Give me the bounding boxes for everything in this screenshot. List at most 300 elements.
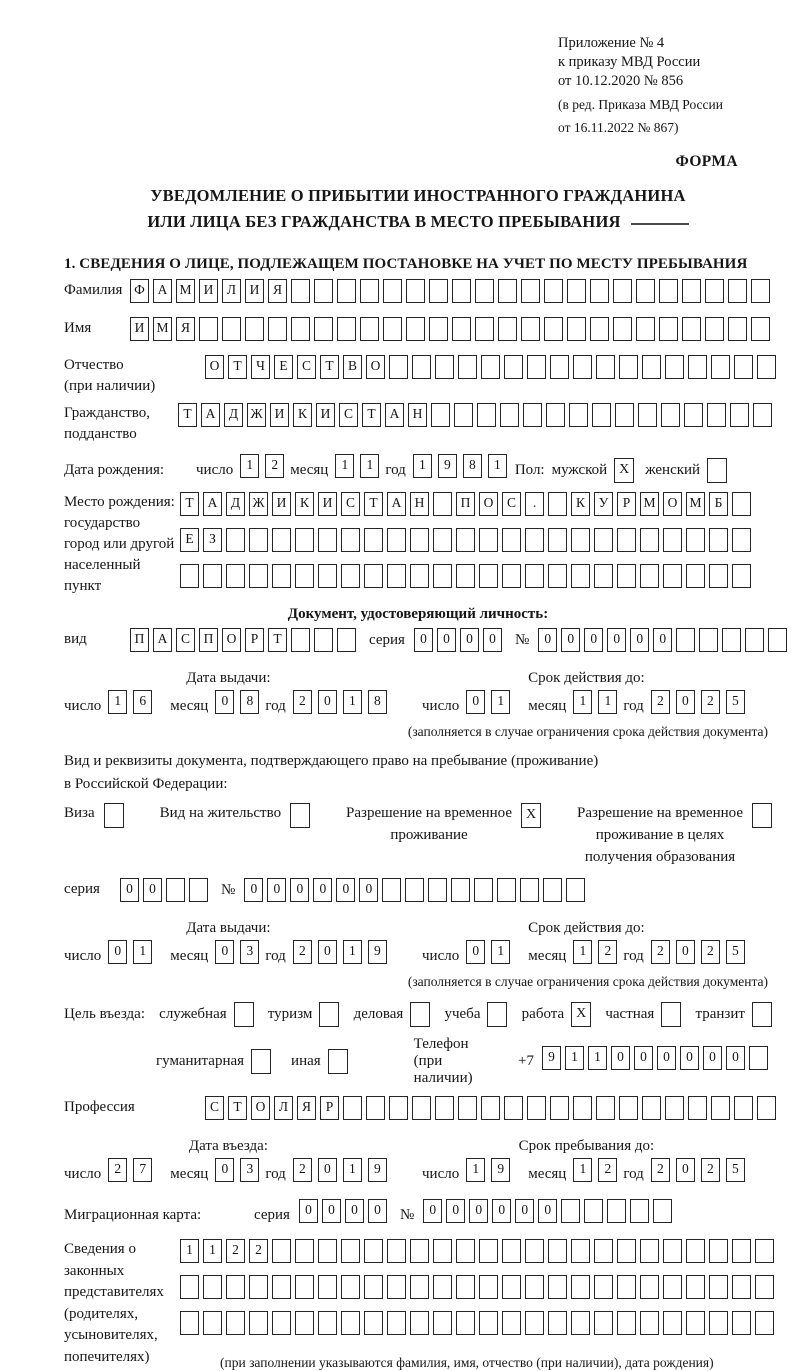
- char-cell[interactable]: [412, 1096, 431, 1120]
- char-cell[interactable]: [364, 528, 383, 552]
- char-cell[interactable]: [435, 355, 454, 379]
- char-cell[interactable]: [663, 564, 682, 588]
- char-cell[interactable]: А: [153, 279, 172, 303]
- char-cell[interactable]: [433, 1239, 452, 1263]
- char-cell[interactable]: [561, 1199, 580, 1223]
- char-cell[interactable]: 0: [120, 878, 139, 902]
- char-cell[interactable]: С: [297, 355, 316, 379]
- char-cell[interactable]: [594, 1275, 613, 1299]
- char-cell[interactable]: [709, 528, 728, 552]
- char-cell[interactable]: [364, 1311, 383, 1335]
- char-cell[interactable]: К: [295, 492, 314, 516]
- char-cell[interactable]: 5: [726, 690, 745, 714]
- char-cell[interactable]: 9: [438, 454, 457, 478]
- char-cell[interactable]: 0: [143, 878, 162, 902]
- char-cell[interactable]: 0: [318, 940, 337, 964]
- char-cell[interactable]: [343, 1096, 362, 1120]
- char-cell[interactable]: Ч: [251, 355, 270, 379]
- char-cell[interactable]: [245, 317, 264, 341]
- char-cell[interactable]: 5: [726, 940, 745, 964]
- char-cell[interactable]: [661, 403, 680, 427]
- char-cell[interactable]: 1: [573, 1158, 592, 1182]
- char-cell[interactable]: [474, 878, 493, 902]
- char-cell[interactable]: 0: [318, 1158, 337, 1182]
- char-cell[interactable]: 1: [343, 690, 362, 714]
- char-cell[interactable]: [640, 528, 659, 552]
- tourism-checkbox[interactable]: [319, 1002, 339, 1027]
- char-cell[interactable]: [521, 317, 540, 341]
- char-cell[interactable]: [364, 564, 383, 588]
- char-cell[interactable]: 0: [466, 940, 485, 964]
- char-cell[interactable]: .: [525, 492, 544, 516]
- char-cell[interactable]: [360, 317, 379, 341]
- char-cell[interactable]: [711, 1096, 730, 1120]
- study-checkbox[interactable]: [487, 1002, 507, 1027]
- char-cell[interactable]: [757, 355, 776, 379]
- char-cell[interactable]: [584, 1199, 603, 1223]
- char-cell[interactable]: [431, 403, 450, 427]
- char-cell[interactable]: 0: [313, 878, 332, 902]
- char-cell[interactable]: 7: [133, 1158, 152, 1182]
- char-cell[interactable]: [640, 1275, 659, 1299]
- char-cell[interactable]: [711, 355, 730, 379]
- char-cell[interactable]: [502, 1239, 521, 1263]
- other-purpose-checkbox[interactable]: [328, 1049, 348, 1074]
- char-cell[interactable]: 2: [651, 1158, 670, 1182]
- char-cell[interactable]: 2: [293, 1158, 312, 1182]
- char-cell[interactable]: [571, 1311, 590, 1335]
- char-cell[interactable]: [479, 1275, 498, 1299]
- char-cell[interactable]: [341, 564, 360, 588]
- char-cell[interactable]: [272, 564, 291, 588]
- char-cell[interactable]: [364, 1275, 383, 1299]
- char-cell[interactable]: А: [201, 403, 220, 427]
- char-cell[interactable]: [636, 279, 655, 303]
- char-cell[interactable]: 2: [701, 940, 720, 964]
- char-cell[interactable]: [699, 628, 718, 652]
- char-cell[interactable]: [640, 564, 659, 588]
- char-cell[interactable]: [659, 279, 678, 303]
- char-cell[interactable]: [730, 403, 749, 427]
- char-cell[interactable]: 1: [240, 454, 259, 478]
- char-cell[interactable]: [318, 1275, 337, 1299]
- char-cell[interactable]: Д: [226, 492, 245, 516]
- char-cell[interactable]: [500, 403, 519, 427]
- char-cell[interactable]: 0: [492, 1199, 511, 1223]
- char-cell[interactable]: [428, 878, 447, 902]
- char-cell[interactable]: [728, 317, 747, 341]
- char-cell[interactable]: [249, 1275, 268, 1299]
- char-cell[interactable]: И: [316, 403, 335, 427]
- char-cell[interactable]: Р: [245, 628, 264, 652]
- char-cell[interactable]: [686, 528, 705, 552]
- char-cell[interactable]: 1: [488, 454, 507, 478]
- char-cell[interactable]: [734, 1096, 753, 1120]
- char-cell[interactable]: У: [594, 492, 613, 516]
- char-cell[interactable]: Е: [274, 355, 293, 379]
- char-cell[interactable]: [502, 564, 521, 588]
- char-cell[interactable]: [456, 1239, 475, 1263]
- char-cell[interactable]: П: [130, 628, 149, 652]
- char-cell[interactable]: 1: [565, 1046, 584, 1070]
- char-cell[interactable]: С: [502, 492, 521, 516]
- char-cell[interactable]: [410, 528, 429, 552]
- char-cell[interactable]: [594, 528, 613, 552]
- char-cell[interactable]: М: [176, 279, 195, 303]
- char-cell[interactable]: [543, 878, 562, 902]
- char-cell[interactable]: К: [293, 403, 312, 427]
- char-cell[interactable]: [295, 564, 314, 588]
- humanitarian-checkbox[interactable]: [251, 1049, 271, 1074]
- char-cell[interactable]: [295, 1239, 314, 1263]
- char-cell[interactable]: [451, 878, 470, 902]
- char-cell[interactable]: [249, 564, 268, 588]
- char-cell[interactable]: 9: [542, 1046, 561, 1070]
- char-cell[interactable]: 0: [423, 1199, 442, 1223]
- char-cell[interactable]: [433, 1311, 452, 1335]
- char-cell[interactable]: [663, 528, 682, 552]
- char-cell[interactable]: [405, 878, 424, 902]
- char-cell[interactable]: [548, 564, 567, 588]
- char-cell[interactable]: Т: [180, 492, 199, 516]
- char-cell[interactable]: [412, 355, 431, 379]
- char-cell[interactable]: [619, 355, 638, 379]
- char-cell[interactable]: [734, 355, 753, 379]
- char-cell[interactable]: 2: [651, 940, 670, 964]
- char-cell[interactable]: [592, 403, 611, 427]
- char-cell[interactable]: [663, 1275, 682, 1299]
- char-cell[interactable]: 0: [676, 940, 695, 964]
- char-cell[interactable]: Я: [176, 317, 195, 341]
- char-cell[interactable]: [318, 1311, 337, 1335]
- char-cell[interactable]: А: [203, 492, 222, 516]
- char-cell[interactable]: М: [686, 492, 705, 516]
- char-cell[interactable]: [504, 1096, 523, 1120]
- char-cell[interactable]: 0: [215, 690, 234, 714]
- char-cell[interactable]: [682, 279, 701, 303]
- char-cell[interactable]: В: [343, 355, 362, 379]
- char-cell[interactable]: [705, 317, 724, 341]
- char-cell[interactable]: Т: [320, 355, 339, 379]
- char-cell[interactable]: [341, 1239, 360, 1263]
- char-cell[interactable]: [314, 628, 333, 652]
- char-cell[interactable]: 0: [653, 628, 672, 652]
- char-cell[interactable]: 0: [584, 628, 603, 652]
- business-checkbox[interactable]: [410, 1002, 430, 1027]
- char-cell[interactable]: Ж: [249, 492, 268, 516]
- char-cell[interactable]: Р: [617, 492, 636, 516]
- char-cell[interactable]: [382, 878, 401, 902]
- char-cell[interactable]: [709, 1275, 728, 1299]
- char-cell[interactable]: [458, 1096, 477, 1120]
- char-cell[interactable]: [617, 1239, 636, 1263]
- char-cell[interactable]: 3: [240, 940, 259, 964]
- char-cell[interactable]: [249, 528, 268, 552]
- char-cell[interactable]: 0: [318, 690, 337, 714]
- char-cell[interactable]: 8: [463, 454, 482, 478]
- char-cell[interactable]: [502, 1275, 521, 1299]
- char-cell[interactable]: [682, 317, 701, 341]
- char-cell[interactable]: [387, 528, 406, 552]
- char-cell[interactable]: 0: [676, 690, 695, 714]
- char-cell[interactable]: [567, 317, 586, 341]
- char-cell[interactable]: 0: [267, 878, 286, 902]
- char-cell[interactable]: Т: [178, 403, 197, 427]
- char-cell[interactable]: [410, 1275, 429, 1299]
- char-cell[interactable]: [429, 317, 448, 341]
- char-cell[interactable]: 2: [701, 1158, 720, 1182]
- char-cell[interactable]: 9: [491, 1158, 510, 1182]
- char-cell[interactable]: [755, 1311, 774, 1335]
- char-cell[interactable]: Е: [180, 528, 199, 552]
- char-cell[interactable]: [755, 1275, 774, 1299]
- char-cell[interactable]: [479, 564, 498, 588]
- char-cell[interactable]: [433, 1275, 452, 1299]
- char-cell[interactable]: 1: [108, 690, 127, 714]
- char-cell[interactable]: [479, 1239, 498, 1263]
- char-cell[interactable]: Б: [709, 492, 728, 516]
- char-cell[interactable]: И: [270, 403, 289, 427]
- char-cell[interactable]: 2: [598, 940, 617, 964]
- char-cell[interactable]: М: [640, 492, 659, 516]
- official-checkbox[interactable]: [234, 1002, 254, 1027]
- char-cell[interactable]: [615, 403, 634, 427]
- char-cell[interactable]: С: [339, 403, 358, 427]
- char-cell[interactable]: 2: [265, 454, 284, 478]
- char-cell[interactable]: К: [571, 492, 590, 516]
- work-checkbox[interactable]: X: [571, 1002, 591, 1027]
- char-cell[interactable]: 1: [598, 690, 617, 714]
- char-cell[interactable]: [456, 1311, 475, 1335]
- char-cell[interactable]: [337, 317, 356, 341]
- char-cell[interactable]: [566, 878, 585, 902]
- char-cell[interactable]: [548, 1275, 567, 1299]
- char-cell[interactable]: [732, 492, 751, 516]
- char-cell[interactable]: 0: [215, 940, 234, 964]
- char-cell[interactable]: [544, 317, 563, 341]
- char-cell[interactable]: Р: [320, 1096, 339, 1120]
- char-cell[interactable]: [684, 403, 703, 427]
- char-cell[interactable]: А: [385, 403, 404, 427]
- char-cell[interactable]: [199, 317, 218, 341]
- char-cell[interactable]: Я: [268, 279, 287, 303]
- char-cell[interactable]: [525, 564, 544, 588]
- char-cell[interactable]: [291, 317, 310, 341]
- char-cell[interactable]: [755, 1239, 774, 1263]
- char-cell[interactable]: [594, 1239, 613, 1263]
- char-cell[interactable]: [751, 279, 770, 303]
- char-cell[interactable]: 2: [293, 690, 312, 714]
- char-cell[interactable]: З: [203, 528, 222, 552]
- char-cell[interactable]: [291, 628, 310, 652]
- char-cell[interactable]: [548, 1311, 567, 1335]
- char-cell[interactable]: [458, 355, 477, 379]
- char-cell[interactable]: М: [153, 317, 172, 341]
- char-cell[interactable]: Н: [410, 492, 429, 516]
- char-cell[interactable]: 1: [573, 690, 592, 714]
- char-cell[interactable]: [596, 1096, 615, 1120]
- char-cell[interactable]: [360, 279, 379, 303]
- char-cell[interactable]: [544, 279, 563, 303]
- char-cell[interactable]: 2: [293, 940, 312, 964]
- char-cell[interactable]: [272, 1311, 291, 1335]
- char-cell[interactable]: 0: [345, 1199, 364, 1223]
- char-cell[interactable]: 0: [469, 1199, 488, 1223]
- char-cell[interactable]: [222, 317, 241, 341]
- char-cell[interactable]: [705, 279, 724, 303]
- char-cell[interactable]: 0: [290, 878, 309, 902]
- char-cell[interactable]: [433, 492, 452, 516]
- char-cell[interactable]: [590, 317, 609, 341]
- residence-permit-checkbox[interactable]: [290, 803, 310, 828]
- char-cell[interactable]: [383, 317, 402, 341]
- char-cell[interactable]: [433, 564, 452, 588]
- char-cell[interactable]: [226, 528, 245, 552]
- char-cell[interactable]: [479, 528, 498, 552]
- char-cell[interactable]: [751, 317, 770, 341]
- char-cell[interactable]: 0: [368, 1199, 387, 1223]
- char-cell[interactable]: [640, 1239, 659, 1263]
- char-cell[interactable]: 3: [240, 1158, 259, 1182]
- char-cell[interactable]: [456, 1275, 475, 1299]
- char-cell[interactable]: [387, 1275, 406, 1299]
- char-cell[interactable]: [594, 1311, 613, 1335]
- char-cell[interactable]: [550, 355, 569, 379]
- char-cell[interactable]: [709, 1311, 728, 1335]
- char-cell[interactable]: [318, 1239, 337, 1263]
- char-cell[interactable]: [314, 317, 333, 341]
- char-cell[interactable]: [504, 355, 523, 379]
- char-cell[interactable]: [226, 1311, 245, 1335]
- char-cell[interactable]: [498, 317, 517, 341]
- char-cell[interactable]: 1: [588, 1046, 607, 1070]
- char-cell[interactable]: [452, 279, 471, 303]
- char-cell[interactable]: [571, 564, 590, 588]
- char-cell[interactable]: 0: [703, 1046, 722, 1070]
- char-cell[interactable]: 8: [368, 690, 387, 714]
- char-cell[interactable]: [573, 1096, 592, 1120]
- char-cell[interactable]: [383, 279, 402, 303]
- char-cell[interactable]: [569, 403, 588, 427]
- char-cell[interactable]: [389, 1096, 408, 1120]
- char-cell[interactable]: [663, 1311, 682, 1335]
- char-cell[interactable]: [454, 403, 473, 427]
- char-cell[interactable]: С: [176, 628, 195, 652]
- char-cell[interactable]: [203, 1275, 222, 1299]
- char-cell[interactable]: [452, 317, 471, 341]
- char-cell[interactable]: Т: [364, 492, 383, 516]
- char-cell[interactable]: 1: [335, 454, 354, 478]
- char-cell[interactable]: [479, 1311, 498, 1335]
- char-cell[interactable]: [548, 1239, 567, 1263]
- char-cell[interactable]: [498, 279, 517, 303]
- char-cell[interactable]: [387, 1311, 406, 1335]
- char-cell[interactable]: [268, 317, 287, 341]
- char-cell[interactable]: [456, 564, 475, 588]
- transit-checkbox[interactable]: [752, 1002, 772, 1027]
- char-cell[interactable]: [295, 1275, 314, 1299]
- char-cell[interactable]: [502, 1311, 521, 1335]
- char-cell[interactable]: [318, 564, 337, 588]
- char-cell[interactable]: Ж: [247, 403, 266, 427]
- char-cell[interactable]: [272, 528, 291, 552]
- char-cell[interactable]: [550, 1096, 569, 1120]
- char-cell[interactable]: [732, 1311, 751, 1335]
- char-cell[interactable]: 0: [460, 628, 479, 652]
- char-cell[interactable]: С: [341, 492, 360, 516]
- char-cell[interactable]: 2: [701, 690, 720, 714]
- char-cell[interactable]: [732, 1275, 751, 1299]
- char-cell[interactable]: 0: [322, 1199, 341, 1223]
- char-cell[interactable]: [749, 1046, 768, 1070]
- char-cell[interactable]: 0: [336, 878, 355, 902]
- char-cell[interactable]: [732, 528, 751, 552]
- char-cell[interactable]: [573, 355, 592, 379]
- char-cell[interactable]: С: [205, 1096, 224, 1120]
- char-cell[interactable]: П: [456, 492, 475, 516]
- char-cell[interactable]: [688, 1096, 707, 1120]
- char-cell[interactable]: [613, 317, 632, 341]
- char-cell[interactable]: [617, 528, 636, 552]
- char-cell[interactable]: Я: [297, 1096, 316, 1120]
- char-cell[interactable]: 5: [726, 1158, 745, 1182]
- char-cell[interactable]: [318, 528, 337, 552]
- char-cell[interactable]: 0: [466, 690, 485, 714]
- char-cell[interactable]: [523, 403, 542, 427]
- char-cell[interactable]: Д: [224, 403, 243, 427]
- char-cell[interactable]: [366, 1096, 385, 1120]
- char-cell[interactable]: Т: [362, 403, 381, 427]
- char-cell[interactable]: [525, 1311, 544, 1335]
- char-cell[interactable]: [525, 1239, 544, 1263]
- char-cell[interactable]: [590, 279, 609, 303]
- visa-checkbox[interactable]: [104, 803, 124, 828]
- char-cell[interactable]: 0: [359, 878, 378, 902]
- char-cell[interactable]: 1: [466, 1158, 485, 1182]
- char-cell[interactable]: [180, 1275, 199, 1299]
- char-cell[interactable]: [295, 1311, 314, 1335]
- char-cell[interactable]: А: [153, 628, 172, 652]
- char-cell[interactable]: О: [663, 492, 682, 516]
- char-cell[interactable]: Л: [274, 1096, 293, 1120]
- char-cell[interactable]: [166, 878, 185, 902]
- char-cell[interactable]: 1: [360, 454, 379, 478]
- char-cell[interactable]: 1: [180, 1239, 199, 1263]
- char-cell[interactable]: 0: [215, 1158, 234, 1182]
- char-cell[interactable]: [502, 528, 521, 552]
- char-cell[interactable]: О: [479, 492, 498, 516]
- char-cell[interactable]: 0: [437, 628, 456, 652]
- char-cell[interactable]: [636, 317, 655, 341]
- char-cell[interactable]: [686, 1239, 705, 1263]
- char-cell[interactable]: 0: [634, 1046, 653, 1070]
- char-cell[interactable]: 0: [726, 1046, 745, 1070]
- char-cell[interactable]: [180, 1311, 199, 1335]
- char-cell[interactable]: 1: [203, 1239, 222, 1263]
- char-cell[interactable]: [337, 628, 356, 652]
- char-cell[interactable]: 1: [343, 1158, 362, 1182]
- char-cell[interactable]: И: [130, 317, 149, 341]
- char-cell[interactable]: 0: [630, 628, 649, 652]
- char-cell[interactable]: [406, 279, 425, 303]
- char-cell[interactable]: [707, 403, 726, 427]
- char-cell[interactable]: Н: [408, 403, 427, 427]
- char-cell[interactable]: 8: [240, 690, 259, 714]
- char-cell[interactable]: 2: [598, 1158, 617, 1182]
- char-cell[interactable]: О: [222, 628, 241, 652]
- char-cell[interactable]: 0: [680, 1046, 699, 1070]
- char-cell[interactable]: [617, 1275, 636, 1299]
